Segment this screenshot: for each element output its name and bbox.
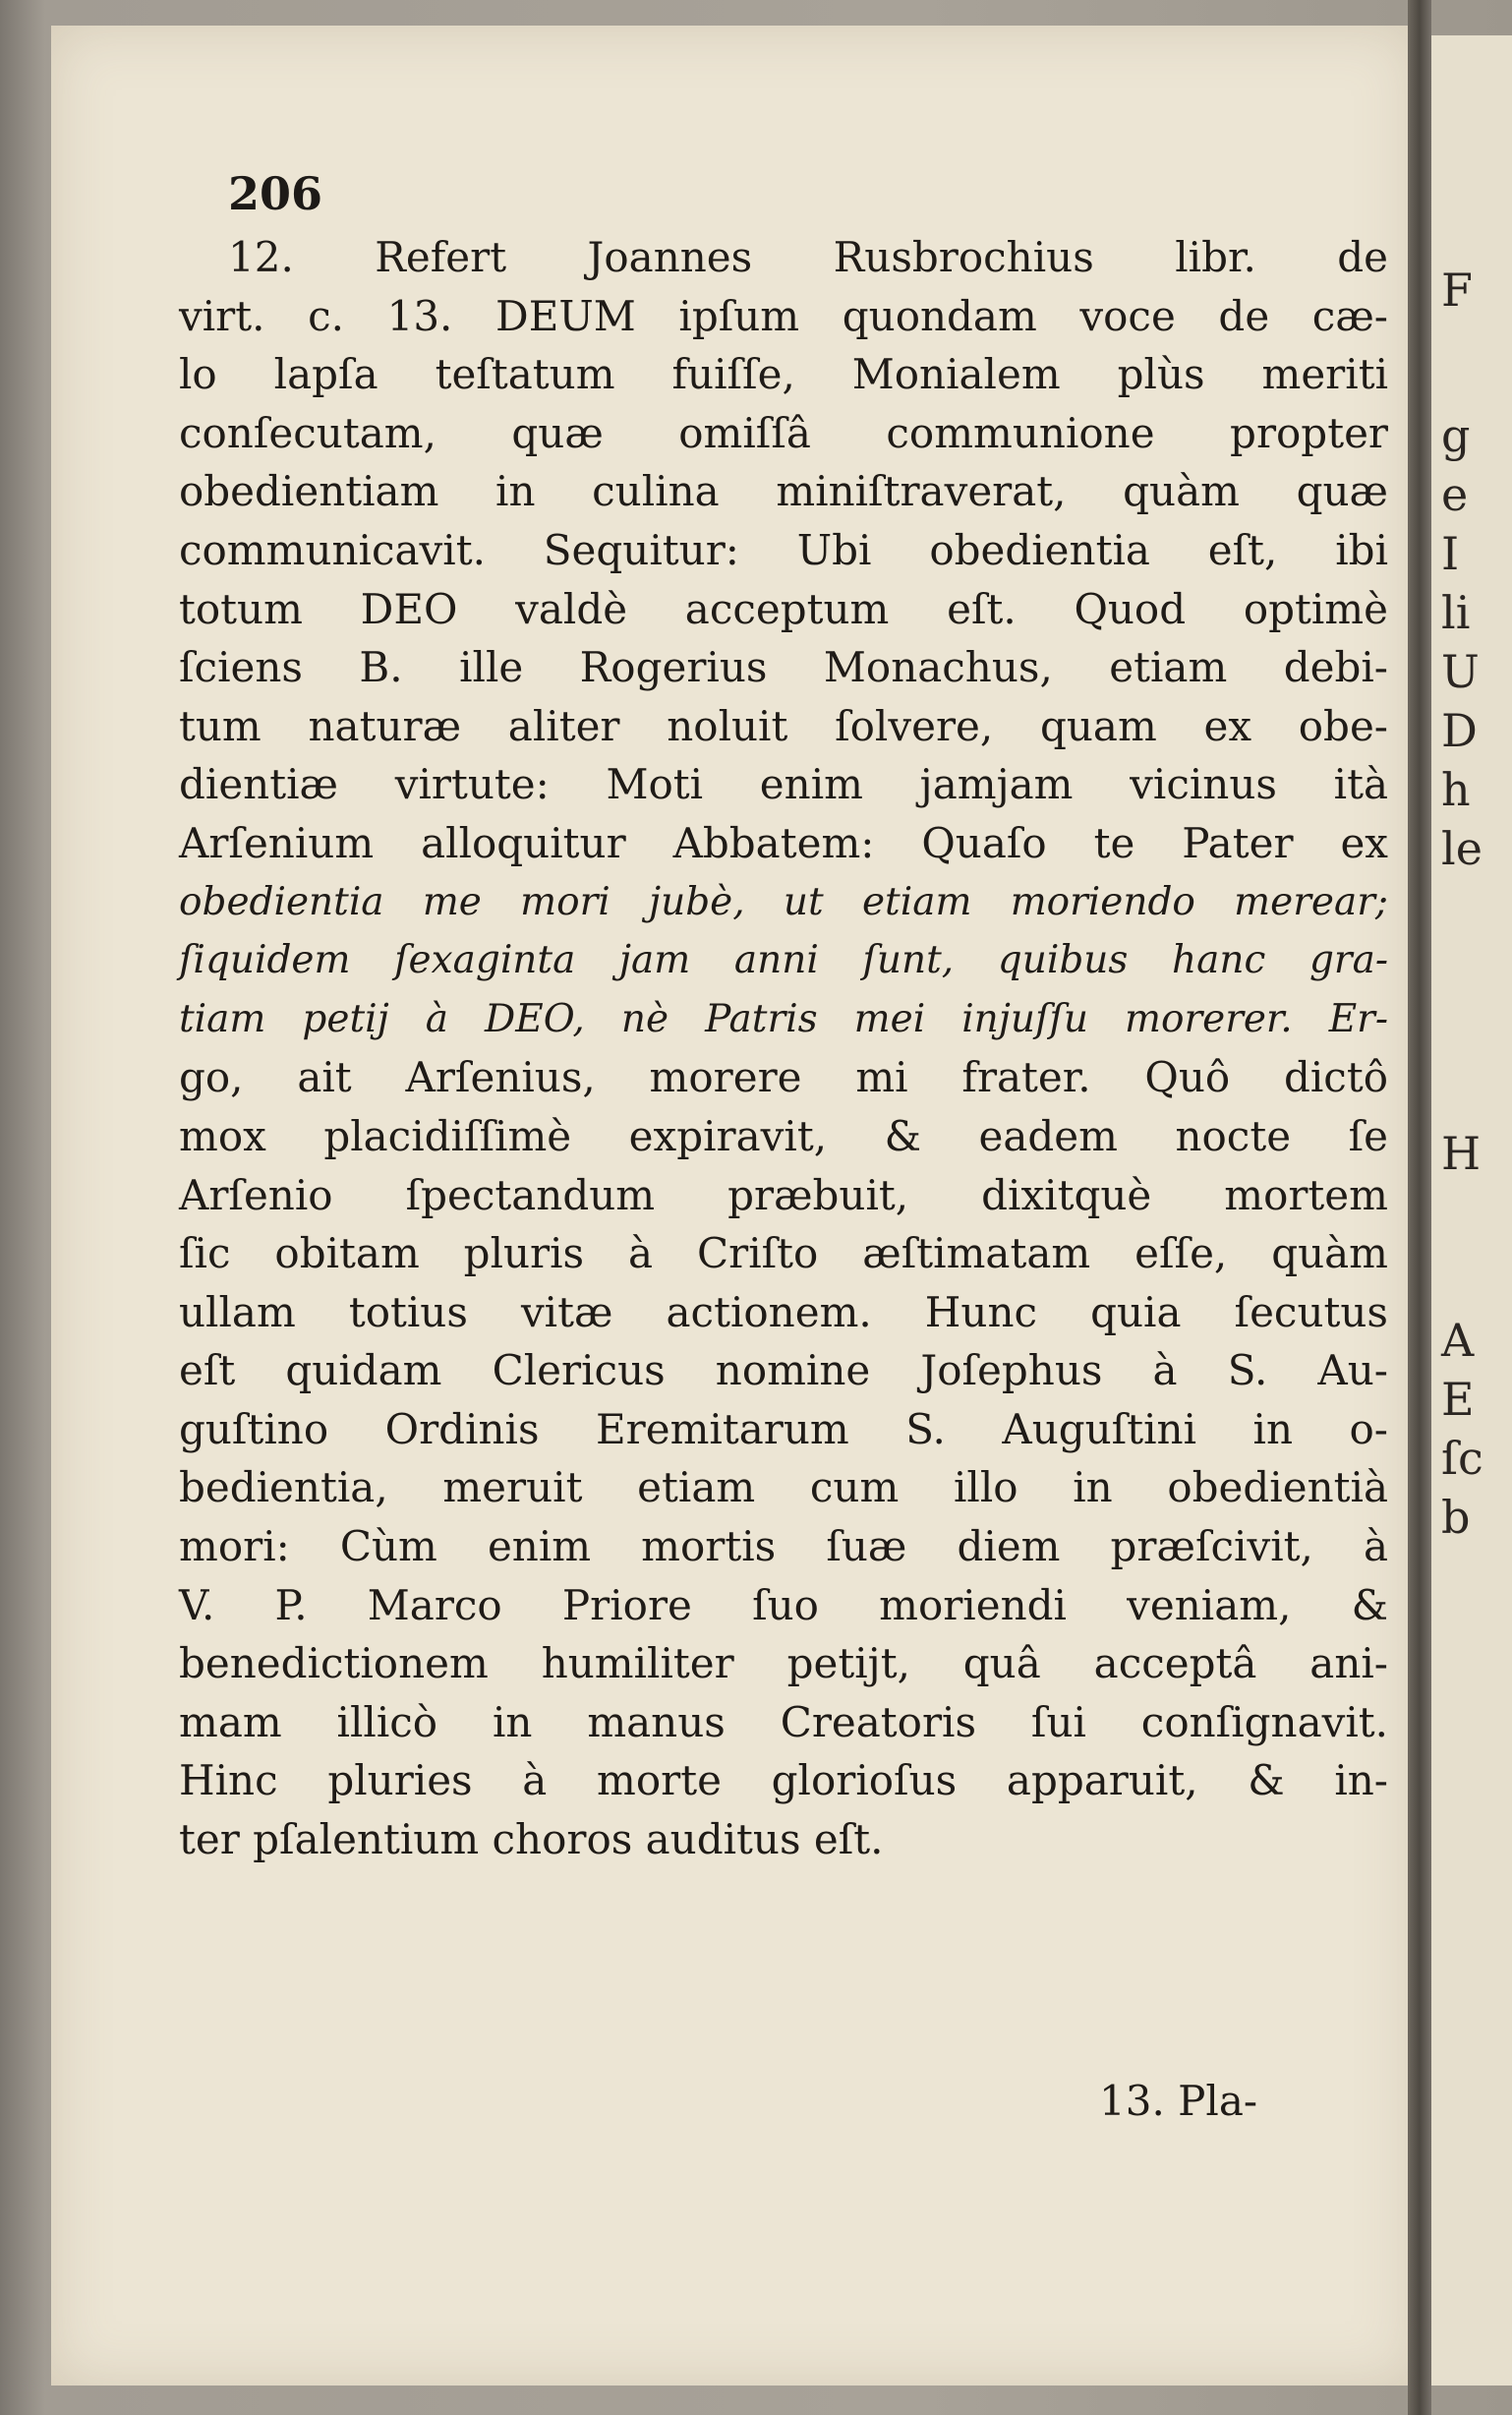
text-line: V. P. Marco Priore ſuo moriendi veniam, & [179,1580,1388,1629]
text-line: tum naturæ aliter noluit ſolvere, quam ex obe- [179,701,1388,750]
facing-page-fragment: U [1441,645,1480,698]
facing-page-fragment: le [1441,822,1483,875]
facing-page-fragment: e [1441,468,1469,521]
text-line: obedientiam in culina miniſtraverat, quàm quæ [179,467,1388,516]
facing-page-fragment: E [1441,1373,1475,1426]
text-line: Hinc pluries à morte glorioſus apparuit, & in- [179,1756,1388,1805]
text-line: mam illicò in manus Creatoris ſui conſignavit. [179,1697,1388,1746]
body-text [179,228,1388,1869]
text-line: ullam totius vitæ actionem. Hunc quia ſecutus [179,1287,1388,1336]
text-line: benedictionem humiliter petijt, quâ acceptâ ani- [179,1639,1388,1688]
text-line: mori: Cùm enim mortis ſuæ diem præſcivit, à [179,1522,1388,1571]
facing-page-fragment: b [1441,1491,1471,1544]
text-line: Arſenio ſpectandum præbuit, dixitquè mortem [179,1170,1388,1219]
text-line: tiam petij à DEO, nè Patris mei injuſſu morerer. Er- [179,996,1388,1041]
facing-page-fragment: ſc [1441,1432,1483,1485]
text-line: lo lapſa teſtatum fuiſſe, Monialem plùs meriti [179,350,1388,399]
facing-page-fragment: I [1441,527,1460,580]
text-line: bedientia, meruit etiam cum illo in obedientià [179,1463,1388,1512]
text-line: 12. Refert Joannes Rusbrochius libr. de [228,233,1388,281]
text-line: ſiquidem ſexaginta jam anni ſunt, quibus hanc gra- [179,938,1388,983]
text-line: communicavit. Sequitur: Ubi obedientia eſt, ibi [179,525,1388,574]
text-line: Arſenium alloquitur Abbatem: Quaſo te Pater ex [179,818,1388,867]
facing-page-fragment: li [1441,586,1471,639]
catchword: 13. Pla- [1099,2077,1258,2125]
book-gutter [1408,0,1431,2415]
facing-page-fragment: D [1441,704,1478,757]
facing-page-edge [1431,35,1512,2386]
text-line: dientiæ virtute: Moti enim jamjam vicinus ità [179,760,1388,809]
page-number: 206 [228,167,323,220]
text-line: ſciens B. ille Rogerius Monachus, etiam debi- [179,643,1388,692]
text-line: guſtino Ordinis Eremitarum S. Auguſtini in o- [179,1404,1388,1453]
text-line: mox placidiſſimè expiravit, & eadem nocte ſe [179,1111,1388,1160]
text-line: ſic obitam pluris à Criſto æſtimatam eſſe, quàm [179,1229,1388,1278]
text-line: eſt quidam Clericus nomine Joſephus à S. Au- [179,1346,1388,1395]
text-line: totum DEO valdè acceptum eſt. Quod optimè [179,584,1388,633]
text-line: go, ait Arſenius, morere mi frater. Quô dictô [179,1053,1388,1102]
facing-page-fragment: h [1441,763,1471,816]
facing-page-fragment: A [1441,1314,1475,1367]
facing-page-fragment: H [1441,1127,1482,1180]
text-line: conſecutam, quæ omiſſâ communione propter [179,408,1388,457]
facing-page-fragment: F [1441,264,1473,317]
text-line: obedientia me mori jubè, ut etiam moriendo merear; [179,879,1388,924]
text-line: ter pſalentium choros auditus eſt. [179,1815,884,1864]
facing-page-fragment: g [1441,409,1471,462]
text-line: virt. c. 13. DEUM ipſum quondam voce de cæ- [179,291,1388,340]
